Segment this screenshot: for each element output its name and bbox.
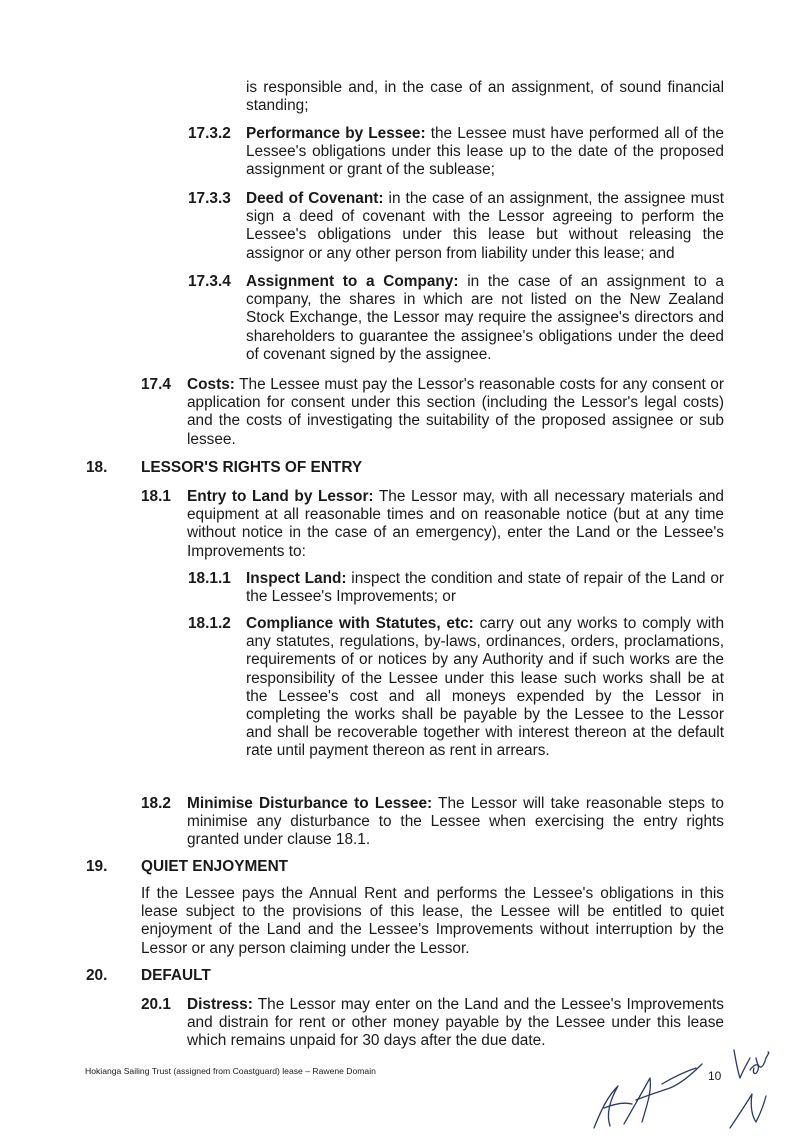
clause-18-1-1 [246, 570, 724, 606]
clause-text: is responsible and, in the case of an assignment, of sound financial standing; [246, 79, 724, 115]
footer-text: Hokianga Sailing Trust (assigned from Coastguard) lease – Rawene Domain [85, 1066, 376, 1076]
clause-text: The Lessor will take reasonable steps to minimise any disturbance to the Lessee when exercising the entry rights granted under clause 18.1. [187, 795, 724, 849]
clause-text: The Lessee must pay the Lessor's reasonable costs for any consent or application for consent under this section (including the Lessor's legal costs) and the costs of investigating the suitability of the proposed assignee or sub lessee. [187, 376, 724, 448]
clause-number: 18.2 [141, 795, 171, 812]
clause-text: inspect the condition and state of repair of the Land or the Lessee's Improvements; or [246, 570, 724, 606]
clause-19-text [141, 885, 724, 958]
clause-18-2 [187, 795, 724, 850]
signature-initials [580, 1038, 770, 1133]
section-number: 18. [86, 459, 108, 476]
clause-number: 17.3.3 [188, 190, 231, 207]
clause-number: 18.1 [141, 488, 171, 505]
clause-text: the Lessee must have performed all of the Lessee's obligations under this lease up to the date of the proposed assignment or grant of the sublease; [246, 125, 724, 179]
clause-17-3-4 [246, 273, 724, 364]
section-heading: LESSOR'S RIGHTS OF ENTRY [141, 459, 363, 476]
clause-number: 17.3.2 [188, 125, 231, 142]
clause-18-1 [187, 488, 724, 561]
clause-title: Deed of Covenant: [246, 190, 384, 207]
clause-text: If the Lessee pays the Annual Rent and performs the Lessee's obligations in this lease subject to the provisions of this lease, the Lessee will be entitled to quiet enjoyment of the Land and the Lessee's Improvements without interruption by the Lessor or any person claiming under the Lessor. [141, 885, 724, 957]
clause-number: 17.4 [141, 376, 171, 393]
clause-18-1-2 [246, 615, 724, 761]
clause-title: Inspect Land: [246, 570, 347, 587]
clause-title: Performance by Lessee: [246, 125, 426, 142]
clause-17-3-3 [246, 190, 724, 263]
clause-text: in the case of an assignment to a company, the shares in which are not listed on the New Zealand Stock Exchange, the Lessor may require the assignee's directors and shareholders to guarantee the assignee's obligations under the deed of covenant signed by the assignee. [246, 273, 724, 363]
clause-title: Distress: [187, 996, 253, 1013]
section-heading: DEFAULT [141, 967, 211, 984]
clause-17-4 [187, 376, 724, 449]
clause-title: Entry to Land by Lessor: [187, 488, 374, 505]
clause-number: 18.1.1 [188, 570, 231, 587]
clause-17-3-2 [246, 125, 724, 180]
section-number: 20. [86, 967, 108, 984]
clause-text: in the case of an assignment, the assignee must sign a deed of covenant with the Lessor agreeing to perform the Lessee's obligations under this lease but without releasing the assignor or any other person from liability under this lease; and [246, 190, 724, 262]
clause-text: The Lessor may, with all necessary materials and equipment at all reasonable times and on reasonable notice (but at any time without notice in the case of an emergency), enter the Land or the Lessee's Improvements to: [187, 488, 724, 560]
clause-number: 20.1 [141, 996, 171, 1013]
clause-title: Costs: [187, 376, 235, 393]
page-number: 10 [708, 1069, 722, 1083]
clause-17-3-1-continuation [246, 79, 724, 115]
clause-number: 17.3.4 [188, 273, 231, 290]
clause-text: The Lessor may enter on the Land and the Lessee's Improvements and distrain for rent or other money payable by the Lessee under this lease which remains unpaid for 30 days after the due date. [187, 996, 724, 1050]
section-number: 19. [86, 858, 108, 875]
clause-title: Assignment to a Company: [246, 273, 459, 290]
clause-text: carry out any works to comply with any statutes, regulations, by-laws, ordinances, orders, proclamations, requirements of or notices by any Authority and if such works are the responsibility of the Lessee under this lease such works shall be at the Lessee's cost and all moneys expended by the Lessor in completing the works shall be payable by the Lessee to the Lessor and shall be recoverable together with interest thereon at the default rate until payment thereon as rent in arrears. [246, 615, 724, 760]
clause-title: Minimise Disturbance to Lessee: [187, 795, 433, 812]
clause-title: Compliance with Statutes, etc: [246, 615, 474, 632]
section-heading: QUIET ENJOYMENT [141, 858, 289, 875]
clause-number: 18.1.2 [188, 615, 231, 632]
